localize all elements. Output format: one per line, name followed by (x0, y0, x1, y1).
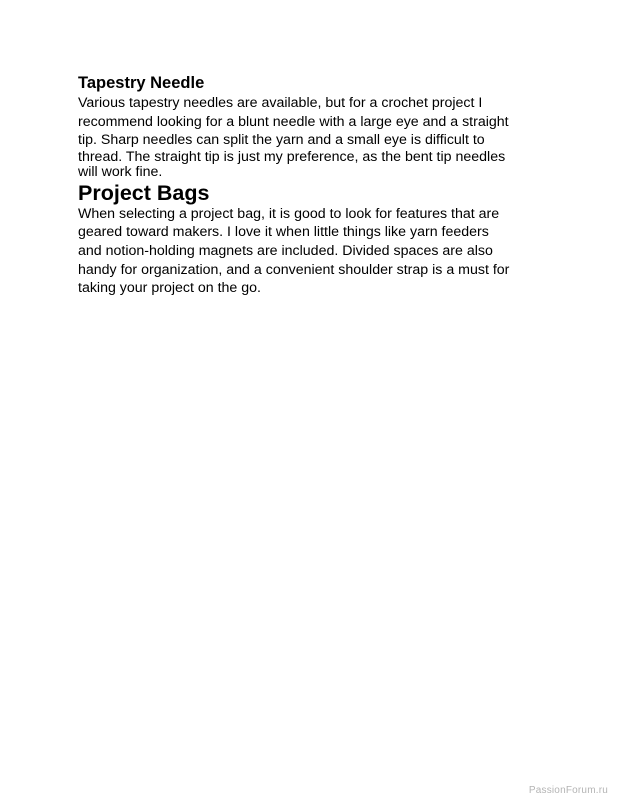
section-project-bags (78, 181, 548, 298)
paragraph-line: Various tapestry needles are available, but for a crochet project I (78, 95, 483, 111)
paragraph-line: geared toward makers. I love it when little things like yarn feeders (78, 224, 489, 241)
paragraph-line: tip. Sharp needles can split the yarn and a small eye is difficult to (78, 132, 485, 149)
paragraph-line: will work fine. (78, 164, 163, 181)
paragraph-line: When selecting a project bag, it is good to look for features that are (78, 205, 500, 222)
paragraph-line: and notion-holding magnets are included. Divided spaces are also (78, 242, 493, 259)
section-heading: Tapestry Needle (78, 74, 205, 92)
paragraph-line: recommend looking for a blunt needle with a large eye and a straight (78, 113, 509, 130)
section-heading: Project Bags (78, 180, 210, 205)
paragraph-line: taking your project on the go. (78, 280, 261, 297)
paragraph-line: thread. The straight tip is just my preference, as the bent tip needles (78, 148, 506, 165)
paragraph-line: handy for organization, and a convenient shoulder strap is a must for (78, 261, 510, 278)
page-content (78, 73, 548, 298)
section-tapestry-needle (78, 73, 548, 181)
site-watermark: PassionForum.ru (528, 785, 608, 796)
